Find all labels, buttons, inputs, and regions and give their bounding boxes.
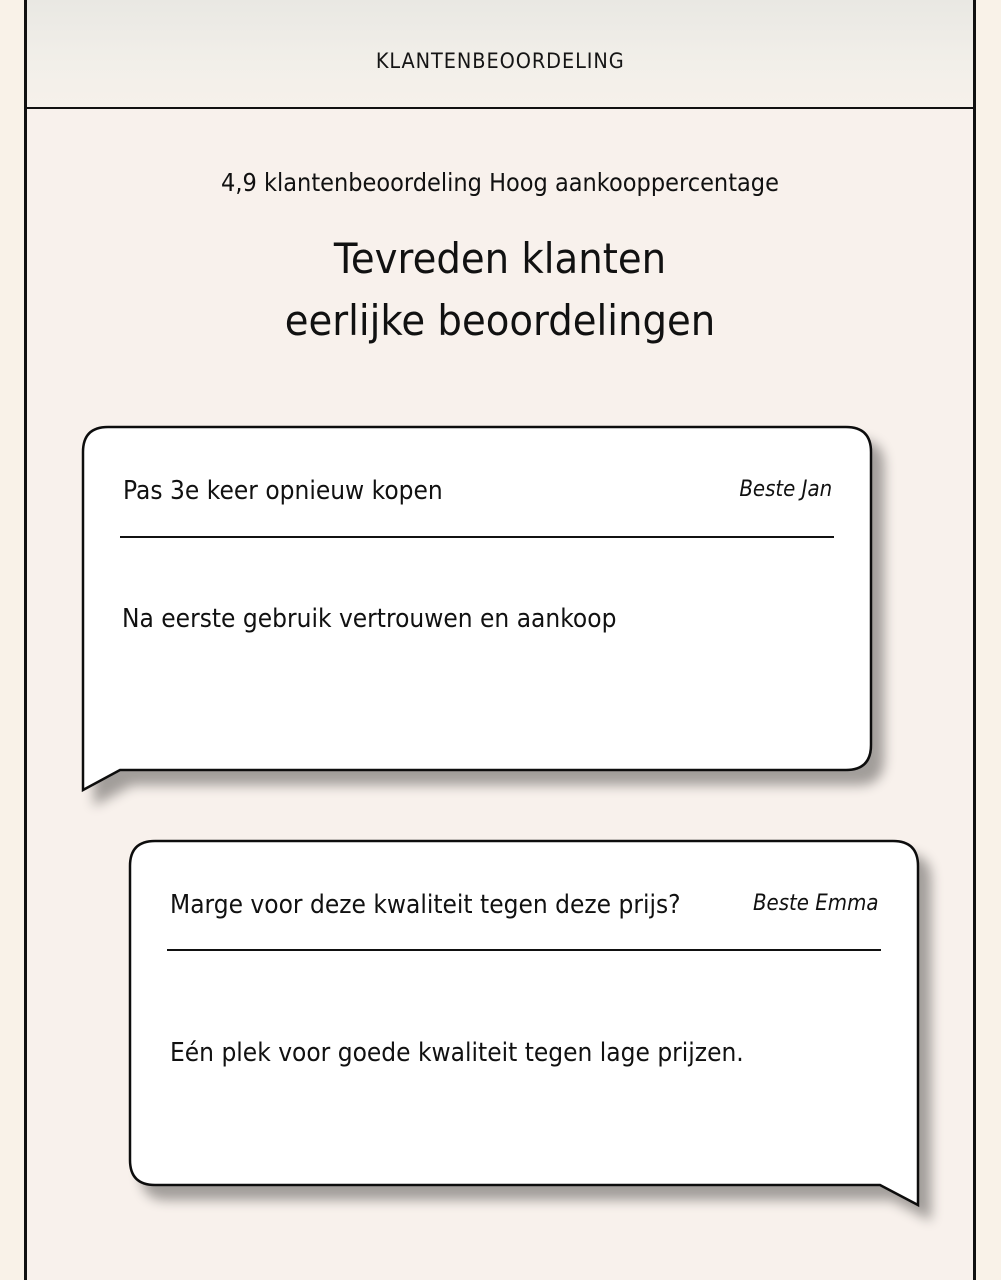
headline-line-2: eerlijke beoordelingen	[284, 296, 716, 345]
rating-subtitle: 4,9 klantenbeoordeling Hoog aankooppercentage	[221, 168, 779, 197]
header-title: KLANTENBEOORDELING	[375, 48, 625, 73]
review-author: Beste Jan	[739, 477, 832, 502]
headline-line-1: Tevreden klanten	[333, 234, 667, 283]
review-answer: Eén plek voor goede kwaliteit tegen lage prijzen.	[170, 1038, 744, 1068]
review-divider	[167, 949, 881, 951]
review-author: Beste Emma	[752, 891, 878, 916]
review-question: Pas 3e keer opnieuw kopen	[123, 476, 443, 506]
review-answer: Na eerste gebruik vertrouwen en aankoop	[122, 604, 617, 634]
review-question: Marge voor deze kwaliteit tegen deze prijs?	[170, 890, 681, 920]
